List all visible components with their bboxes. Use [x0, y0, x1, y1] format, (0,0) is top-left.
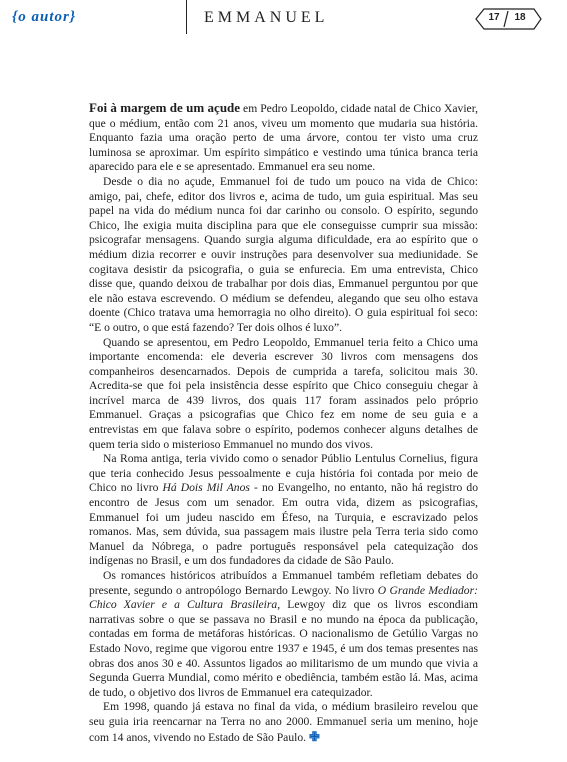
paragraph-6-text: Em 1998, quando já estava no final da vida, o médium brasileiro revelou que seu guia iria reencarnar na Terra no ano 2000. Emmanuel seria um menino, hoje com 14 anos, vivendo no Estado de São Paulo. [89, 700, 478, 744]
end-cross-icon: ✙ [309, 728, 320, 744]
page-header [0, 0, 567, 40]
paragraph-5-text-a: Os romances históricos atribuídos a Emmanuel também refletiam debates do presente, segundo o antropólogo Bernardo Lewgoy. No livro [89, 569, 478, 597]
page-navigator[interactable] [474, 8, 542, 30]
page-number-current[interactable]: 17 [488, 12, 500, 23]
paragraph-4-text-a: Na Roma antiga, teria vivido como o senador Públio Lentulus Cornelius, figura que teria conhecido Jesus pessoalmente e cuja história foi contada por meio de Chico no livro [89, 452, 478, 495]
section-brand: {o autor} [12, 9, 77, 25]
book-title-o-grande-mediador: O Grande Mediador: Chico Xavier e a Cultura Brasileira [89, 583, 478, 612]
paragraph-5 [89, 569, 478, 700]
header-divider [186, 0, 187, 34]
page-number-next[interactable]: 18 [514, 12, 526, 23]
book-title-ha-dois-mil-anos: Há Dois Mil Anos [162, 481, 250, 495]
lead-in: Foi à margem de um açude [89, 100, 241, 115]
paragraph-4-text-b: - no Evangelho, no entanto, não há registro do encontro de Jesus com um senador. Em outra vida, dizem as psicografias, Emmanuel foi um judeu nascido em Éfeso, na Turquia, e escravizado pelos romanos. Mas, sem dúvida, sua passagem mais ilustre pela Terra teria sido como Manuel da Nóbrega, o padre português responsável pela catequização dos indígenas no Brasil, e um dos fundadores da cidade de São Paulo. [89, 481, 478, 568]
paragraph-2: Desde o dia no açude, Emmanuel foi de tudo um pouco na vida de Chico: amigo, pai, chefe, editor dos livros e, acima de tudo, um guia espiritual. Mas seu papel na vida do médium nunca foi dar carinho ou consolo. O espírito, segundo Chico, lhe exigia muita disciplina para que ele conseguisse cumprir sua missão: psicografar mensagens. Quando surgia alguma dificuldade, era ao espírito que o médium dizia recorrer e ouvir instruções para desenvolver sua mediunidade. Se cogitava desistir da psicografia, o guia se enfurecia. Em uma entrevista, Chico disse que, quando deixou de trabalhar por dois dias, Emmanuel perguntou por que ele não estava escrevendo. O médium se defendeu, alegando que seu olho estava doente (Chico tratava uma hemorragia no olho direito). O guia espiritual foi seco: “E o outro, o que está fazendo? Ter dois olhos é luxo”. [89, 174, 478, 334]
paragraph-6 [89, 700, 478, 745]
paragraph-4 [89, 452, 478, 569]
paragraph-1 [89, 101, 478, 175]
paragraph-5-text-b: , Lewgoy diz que os livros escondiam narrativas sobre o que se passava no Brasil e no mundo na época da publicação, contadas em forma de metáforas históricas. O nacionalismo de Getúlio Vargas no Estado Novo, regime que vigorou entre 1937 e 1945, é um dos temas presentes nas obras dos anos 30 e 40. Assuntos ligados ao militarismo de um mundo que vivia a Segunda Guerra Mundial, como mérito e obediência, também estão lá. Mas, acima de tudo, o objetivo dos livros de Emmanuel era catequizador. [89, 598, 478, 699]
article-body [89, 101, 478, 745]
page-title: EMMANUEL [204, 9, 329, 26]
paragraph-1-text: em Pedro Leopoldo, cidade natal de Chico Xavier, que o médium, então com 21 anos, viveu um momento que mudaria sua história. Enquanto fazia uma oração perto de uma árvore, contou ter visto uma cruz luminosa se aproximar. Um espírito simpático e vestindo uma túnica branca teria aparecido para ele e se apresentado. Emmanuel era seu nome. [89, 102, 478, 174]
paragraph-3: Quando se apresentou, em Pedro Leopoldo, Emmanuel teria feito a Chico uma importante encomenda: ele deveria escrever 30 livros com mensagens dos companheiros desencarnados. Depois de cumprida a tarefa, solicitou mais 30. Acredita-se que foi pela insistência desse espírito que Chico conseguiu chegar à incrível marca de 439 livros, dos quais 117 foram assinados pelo próprio Emmanuel. Graças a psicografias que Chico fez em nome de seu guia e a entrevistas em que falava sobre o espírito, podemos conhecer alguns detalhes de quem teria sido o misterioso Emmanuel no mundo dos vivos. [89, 335, 478, 451]
